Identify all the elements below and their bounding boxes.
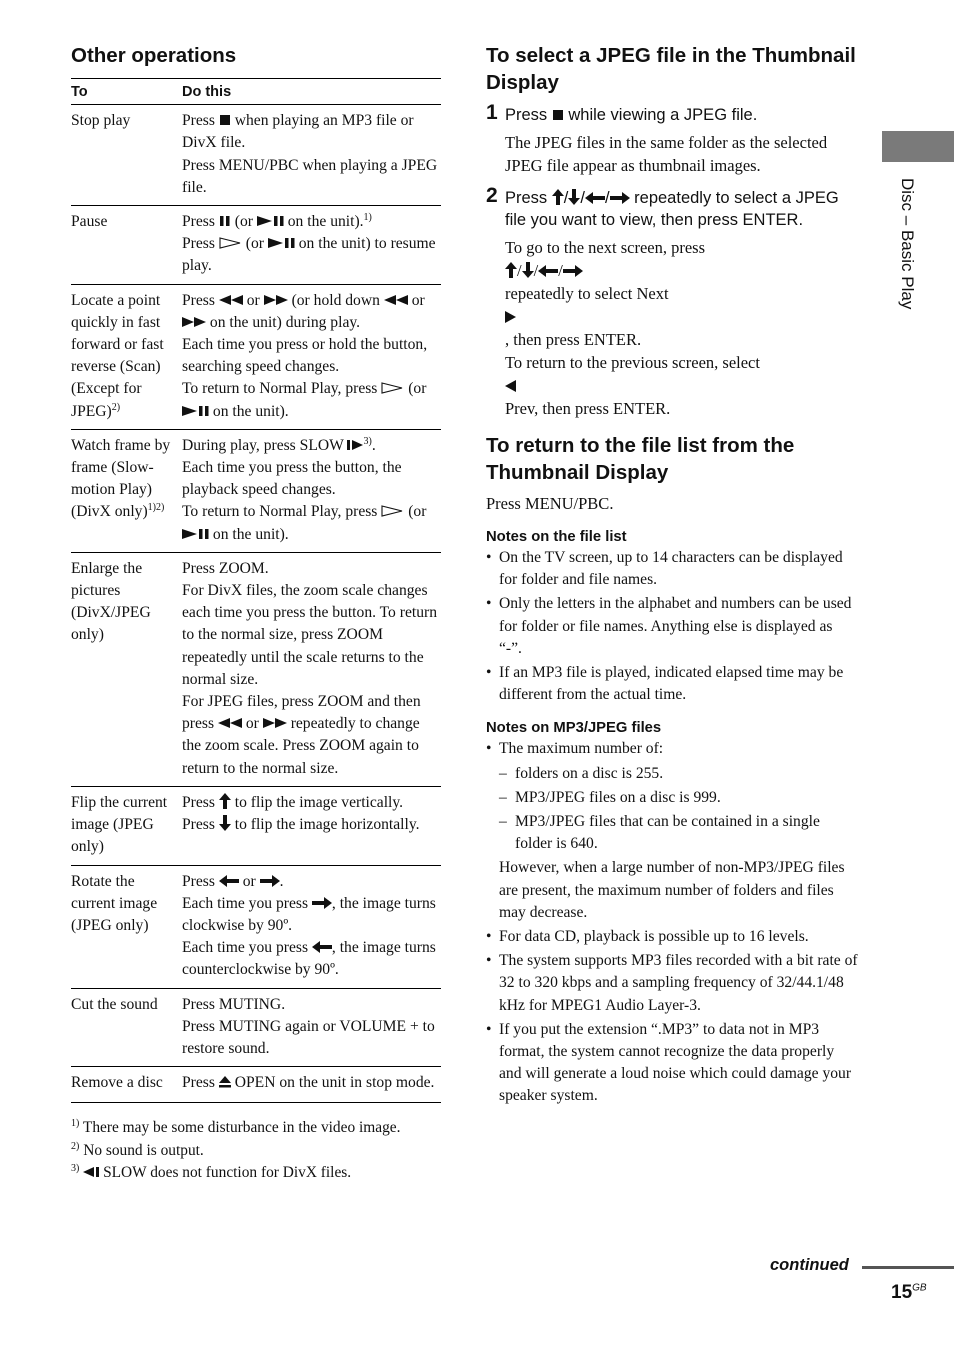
footnote-3: $^{3)}$ SLOW does not function for DivX files.	[71, 1163, 352, 1182]
table-row-stop-play	[71, 105, 441, 206]
arrow-up-icon	[505, 262, 517, 278]
step-description: The JPEG files in the same folder as the selected JPEG file appear as thumbnail images.	[505, 133, 828, 175]
continued-rule	[862, 1266, 954, 1269]
play-outline-icon	[381, 505, 404, 517]
fast-forward-icon	[182, 316, 206, 328]
fast-forward-icon	[264, 294, 288, 306]
table-row-flip	[71, 786, 441, 865]
table-row-locate	[71, 284, 441, 429]
step-instruction: Press while viewing a JPEG file.	[505, 106, 758, 124]
footnotes	[71, 1117, 441, 1185]
cell-to: Watch frame by frame (Slow-motion Play) (DivX only)$^{1)2)}$	[71, 429, 182, 552]
list-item: • The maximum number of: – folders on a disc is 255. – MP3/JPEG files on a disc is 999. – MP3/JPEG files that can be contained in a single folder is 640. However, when a large number of non-MP3/JPEG files are present, the maximum number of folders and files may decrease.	[486, 738, 858, 924]
step-number: 1	[486, 101, 498, 124]
notes-list-mp3-jpeg	[486, 738, 858, 1107]
notes-list-file-list	[486, 547, 858, 706]
step-description: To go to the next screen, press / / / repeatedly to select Next , then press ENTER. To return to the previous screen, select Prev, then press ENTER.	[505, 238, 760, 418]
list-item: – MP3/JPEG files that can be contained in a single folder is 640.	[499, 811, 858, 855]
cell-do: Press OPEN on the unit in stop mode.	[182, 1067, 441, 1103]
list-item: • If you put the extension “.MP3” to data not in MP3 format, the system cannot recognize the data properly and will generate a loud noise which could damage your speaker system.	[486, 1019, 858, 1108]
section-tab-marker	[882, 131, 954, 162]
cell-do: Press MUTING. Press MUTING again or VOLUME + to restore sound.	[182, 988, 441, 1067]
arrow-left-icon	[538, 265, 558, 277]
notes-heading-file-list: Notes on the file list	[486, 529, 627, 545]
list-item: – MP3/JPEG files on a disc is 999.	[499, 787, 858, 809]
cell-do: Press (or on the unit).$^{1)}$ Press (or on the unit) to resume play.	[182, 206, 441, 285]
rewind-icon	[384, 294, 408, 306]
list-item: • For data CD, playback is possible up to 16 levels.	[486, 926, 858, 948]
arrow-down-icon	[219, 815, 231, 831]
play-pause-icon	[268, 237, 295, 249]
table-row-pause	[71, 206, 441, 285]
arrow-right-icon	[260, 875, 280, 887]
section-heading-return-to-file-list: To return to the file list from the Thumbnail Display	[486, 434, 795, 484]
step-instruction: Press / / / repeatedly to select a JPEG file you want to view, then press ENTER.	[505, 189, 839, 229]
cell-to: Stop play	[71, 105, 182, 206]
arrow-up-icon	[552, 189, 564, 205]
arrow-right-icon	[610, 192, 630, 204]
footnote-2: $^{2)}$ No sound is output.	[71, 1140, 204, 1159]
rewind-icon	[219, 294, 243, 306]
list-item: • Only the letters in the alphabet and numbers can be used for folder or file names. Anything else is displayed as “-”.	[486, 593, 858, 660]
list-item: • The system supports MP3 files recorded with a bit rate of 32 to 320 kbps and a sampling frequency of 32/44.1/48 kHz for MPEG1 Audio Layer-3.	[486, 950, 858, 1017]
arrow-right-icon	[312, 897, 332, 909]
play-pause-icon	[182, 528, 209, 540]
cell-to: Remove a disc	[71, 1067, 182, 1103]
cell-do: Press to flip the image vertically. Press to flip the image horizontally.	[182, 786, 441, 865]
cell-to: Enlarge the pictures (DivX/JPEG only)	[71, 552, 182, 786]
step-1	[486, 101, 858, 177]
continued-label: continued	[770, 1256, 849, 1274]
left-column	[71, 42, 441, 1185]
column-header-do-this: Do this	[182, 79, 441, 105]
cell-do: Press when playing an MP3 file or DivX file. Press MENU/PBC when playing a JPEG file.	[182, 105, 441, 206]
table-row-zoom	[71, 552, 441, 786]
cell-do: During play, press SLOW $^{3)}$. Each time you press the button, the playback speed changes. To return to Normal Play, press (or on the unit).	[182, 429, 441, 552]
sub-list	[499, 763, 858, 856]
play-pause-icon	[182, 405, 209, 417]
arrow-left-icon	[312, 941, 332, 953]
triangle-right-icon	[505, 311, 516, 323]
triangle-left-icon	[505, 380, 516, 392]
table-header-row	[71, 79, 441, 105]
stop-icon	[219, 114, 231, 126]
slow-reverse-icon	[83, 1166, 99, 1178]
pause-icon	[219, 215, 231, 227]
column-header-to: To	[71, 79, 182, 105]
stop-icon	[552, 109, 564, 121]
arrow-down-icon	[568, 189, 580, 205]
slow-forward-icon	[347, 439, 363, 451]
arrow-up-icon	[219, 793, 231, 809]
section-heading-select-jpeg: To select a JPEG file in the Thumbnail Display	[486, 44, 856, 94]
step-2	[486, 184, 858, 420]
arrow-right-icon	[563, 265, 583, 277]
list-item: • On the TV screen, up to 14 characters can be displayed for folder and file names.	[486, 547, 858, 591]
arrow-left-icon	[585, 192, 605, 204]
play-pause-icon	[257, 215, 284, 227]
cell-do: Press ZOOM. For DivX files, the zoom scale changes each time you press the button. To return to the normal size, press ZOOM repeatedly until the scale returns to the normal size. For JPEG files, press ZOOM and then press or repeatedly to change the zoom scale. Press ZOOM again to return to the normal size.	[182, 552, 441, 786]
arrow-left-icon	[219, 875, 239, 887]
play-outline-icon	[219, 237, 242, 249]
notes-heading-mp3-jpeg: Notes on MP3/JPEG files	[486, 720, 662, 737]
fast-forward-icon	[263, 717, 287, 729]
cell-do: Press or (or hold down or on the unit) during play. Each time you press or hold the button, searching speed changes. To return to Normal Play, press (or on the unit).	[182, 284, 441, 429]
eject-icon	[219, 1076, 231, 1088]
list-item: • If an MP3 file is played, indicated elapsed time may be different from the actual time.	[486, 662, 858, 706]
cell-to: Rotate the current image (JPEG only)	[71, 865, 182, 988]
section-side-label: Disc – Basic Play	[898, 178, 917, 310]
cell-to: Cut the sound	[71, 988, 182, 1067]
rewind-icon	[218, 717, 242, 729]
operations-table	[71, 78, 441, 1103]
footnote-1: $^{1)}$ There may be some disturbance in the video image.	[71, 1118, 401, 1137]
return-instruction: Press MENU/PBC.	[486, 494, 614, 513]
cell-to: Pause	[71, 206, 182, 285]
play-outline-icon	[381, 382, 404, 394]
table-row-slow-motion	[71, 429, 441, 552]
section-heading-other-operations: Other operations	[71, 44, 237, 67]
list-item: – folders on a disc is 255.	[499, 763, 858, 785]
table-row-rotate	[71, 865, 441, 988]
table-row-mute	[71, 988, 441, 1067]
cell-to: Locate a point quickly in fast forward or fast reverse (Scan) (Except for JPEG)$^{2)}$	[71, 284, 182, 429]
table-row-remove-disc	[71, 1067, 441, 1103]
cell-do: Press or . Each time you press , the image turns clockwise by 90º. Each time you press , the image turns counterclockwise by 90º.	[182, 865, 441, 988]
cell-to: Flip the current image (JPEG only)	[71, 786, 182, 865]
right-column	[486, 42, 858, 1110]
step-number: 2	[486, 184, 498, 207]
page-number: $15^{GB}$	[891, 1282, 927, 1303]
arrow-down-icon	[522, 262, 534, 278]
